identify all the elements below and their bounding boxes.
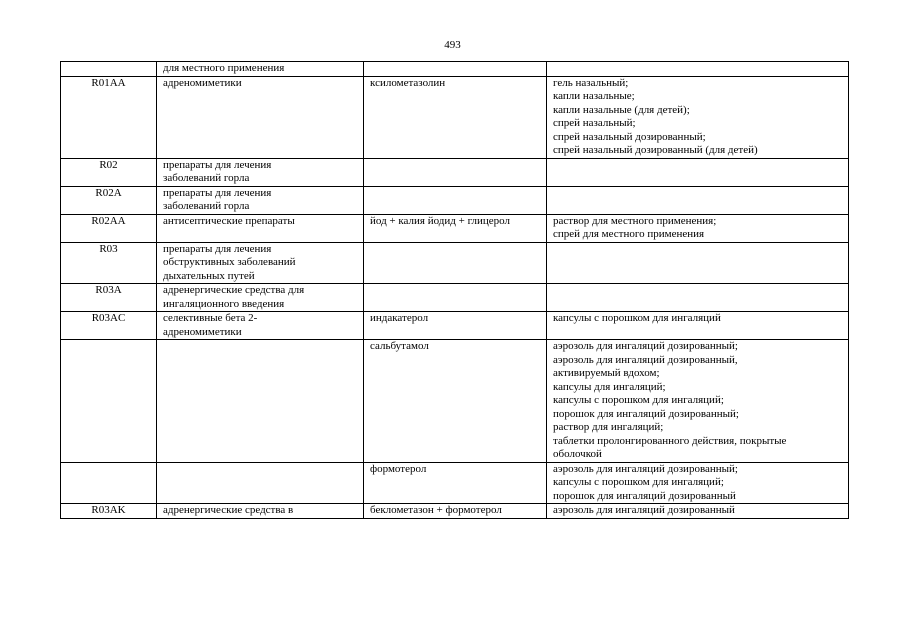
group-line: обструктивных заболеваний	[163, 256, 296, 268]
dosage-forms-line: капсулы для ингаляций;	[553, 380, 666, 393]
substance-line: беклометазон + формотерол	[370, 504, 502, 516]
group-cell	[157, 284, 364, 312]
dosage-forms-line: таблетки пролонгированного действия, покрытые	[553, 434, 787, 447]
dosage-forms-cell	[547, 62, 849, 77]
group-cell	[157, 462, 364, 504]
atc-code-cell: R03	[61, 242, 157, 284]
substance-cell	[364, 284, 547, 312]
dosage-forms-line: раствор для ингаляций;	[553, 421, 664, 433]
substance-line: йод + калия йодид + глицерол	[370, 214, 511, 227]
group-cell	[157, 76, 364, 158]
group-cell	[157, 62, 364, 77]
group-line: заболеваний горла	[163, 172, 250, 184]
substance-line: формотерол	[370, 462, 427, 475]
substance-cell	[364, 76, 547, 158]
group-cell	[157, 312, 364, 340]
table-row	[61, 186, 849, 214]
dosage-forms-line: активируемый вдохом;	[553, 367, 660, 379]
dosage-forms-cell	[547, 312, 849, 340]
group-line: препараты для лечения	[163, 186, 272, 199]
substance-line: сальбутамол	[370, 340, 429, 352]
dosage-forms-cell	[547, 462, 849, 504]
dosage-forms-cell	[547, 214, 849, 242]
table-row	[61, 462, 849, 504]
group-line: адренергические средства для	[163, 284, 305, 296]
group-cell	[157, 340, 364, 463]
dosage-forms-line: капли назальные (для детей);	[553, 103, 690, 116]
dosage-forms-line: спрей назальный дозированный (для детей)	[553, 144, 758, 156]
table-row	[61, 504, 849, 519]
substance-cell	[364, 340, 547, 463]
atc-code-cell: R02	[61, 158, 157, 186]
atc-code-cell: R02A	[61, 186, 157, 214]
dosage-forms-line: порошок для ингаляций дозированный	[553, 489, 736, 502]
group-cell	[157, 504, 364, 519]
substance-line: индакатерол	[370, 312, 429, 324]
dosage-forms-cell	[547, 158, 849, 186]
substance-cell	[364, 312, 547, 340]
group-line: адреномиметики	[163, 76, 242, 89]
dosage-forms-cell	[547, 284, 849, 312]
substance-cell	[364, 158, 547, 186]
dosage-forms-line: порошок для ингаляций дозированный;	[553, 407, 739, 420]
dosage-forms-line: аэрозоль для ингаляций дозированный;	[553, 462, 738, 475]
group-line: препараты для лечения	[163, 242, 272, 255]
atc-code-cell: R03AK	[61, 504, 157, 519]
atc-code-cell	[61, 462, 157, 504]
group-cell	[157, 158, 364, 186]
group-cell	[157, 186, 364, 214]
dosage-forms-line: спрей для местного применения	[553, 228, 705, 240]
table-row	[61, 312, 849, 340]
substance-cell	[364, 186, 547, 214]
atc-code-cell	[61, 62, 157, 77]
page-number: 493	[444, 39, 461, 51]
table-row	[61, 242, 849, 284]
table-row	[61, 284, 849, 312]
substance-cell	[364, 214, 547, 242]
table-body	[61, 62, 849, 519]
substance-cell	[364, 62, 547, 77]
dosage-forms-cell	[547, 504, 849, 519]
group-line: адренергические средства в	[163, 504, 294, 516]
dosage-forms-line: капли назальные;	[553, 90, 635, 102]
group-line: заболеваний горла	[163, 200, 250, 212]
group-cell	[157, 214, 364, 242]
group-line: дыхательных путей	[163, 269, 255, 282]
substance-cell	[364, 504, 547, 519]
substance-cell	[364, 242, 547, 284]
dosage-forms-cell	[547, 242, 849, 284]
table-row	[61, 214, 849, 242]
table-row	[61, 158, 849, 186]
dosage-forms-line: капсулы с порошком для ингаляций;	[553, 476, 724, 488]
substance-cell	[364, 462, 547, 504]
atc-code-cell: R02AA	[61, 214, 157, 242]
group-cell	[157, 242, 364, 284]
dosage-forms-line: аэрозоль для ингаляций дозированный;	[553, 340, 738, 352]
dosage-forms-line: капсулы с порошком для ингаляций	[553, 312, 721, 324]
table-row	[61, 340, 849, 463]
dosage-forms-line: спрей назальный;	[553, 117, 636, 129]
group-line: ингаляционного введения	[163, 297, 285, 310]
dosage-forms-cell	[547, 340, 849, 463]
group-line: адреномиметики	[163, 325, 242, 338]
dosage-forms-line: гель назальный;	[553, 76, 629, 89]
medication-table	[60, 61, 849, 519]
atc-code-cell: R01AA	[61, 76, 157, 158]
dosage-forms-line: капсулы с порошком для ингаляций;	[553, 394, 724, 406]
dosage-forms-cell	[547, 76, 849, 158]
group-line: для местного применения	[163, 62, 285, 74]
group-line: антисептические препараты	[163, 214, 295, 227]
table-row	[61, 76, 849, 158]
atc-code-cell: R03AC	[61, 312, 157, 340]
dosage-forms-line: аэрозоль для ингаляций дозированный,	[553, 353, 738, 366]
group-line: селективные бета 2-	[163, 312, 258, 324]
atc-code-cell	[61, 340, 157, 463]
dosage-forms-cell	[547, 186, 849, 214]
dosage-forms-line: аэрозоль для ингаляций дозированный	[553, 504, 735, 516]
atc-code-cell: R03A	[61, 284, 157, 312]
group-line: препараты для лечения	[163, 158, 272, 171]
dosage-forms-line: спрей назальный дозированный;	[553, 130, 706, 143]
substance-line: ксилометазолин	[370, 76, 446, 89]
dosage-forms-line: оболочкой	[553, 448, 602, 460]
table-row	[61, 62, 849, 77]
dosage-forms-line: раствор для местного применения;	[553, 214, 717, 227]
